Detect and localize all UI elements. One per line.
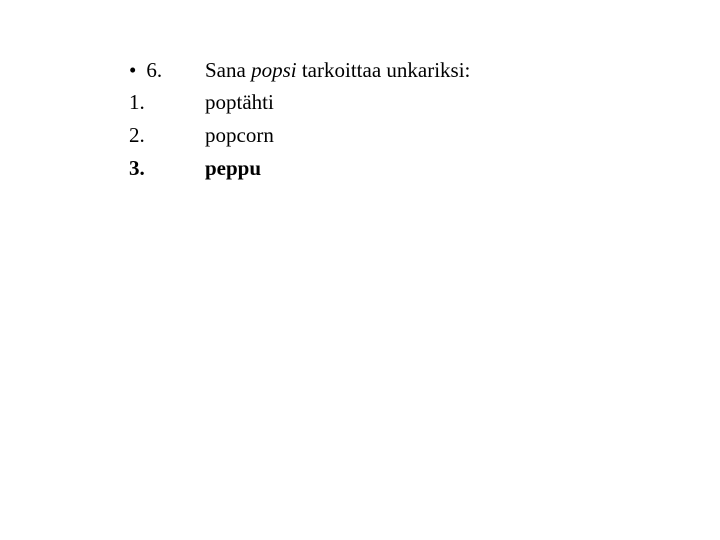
option-2-text: popcorn xyxy=(205,123,274,147)
option-3-number: 3. xyxy=(129,156,145,180)
option-row-3 xyxy=(0,153,720,183)
question-row xyxy=(0,55,720,85)
option-2-number: 2. xyxy=(129,123,145,147)
option-row-2 xyxy=(0,120,720,150)
option-row-1 xyxy=(0,87,720,117)
option-1-text: poptähti xyxy=(205,90,274,114)
question-number-label: 6. xyxy=(146,58,163,82)
question-suffix: tarkoittaa unkariksi: xyxy=(296,58,471,82)
question-number xyxy=(129,55,162,85)
bullet-icon: • xyxy=(129,58,137,82)
option-1-number: 1. xyxy=(129,90,145,114)
option-3-text: peppu xyxy=(205,156,262,180)
question-text xyxy=(205,55,470,85)
question-prefix: Sana xyxy=(205,58,252,82)
question-word: popsi xyxy=(251,58,297,82)
